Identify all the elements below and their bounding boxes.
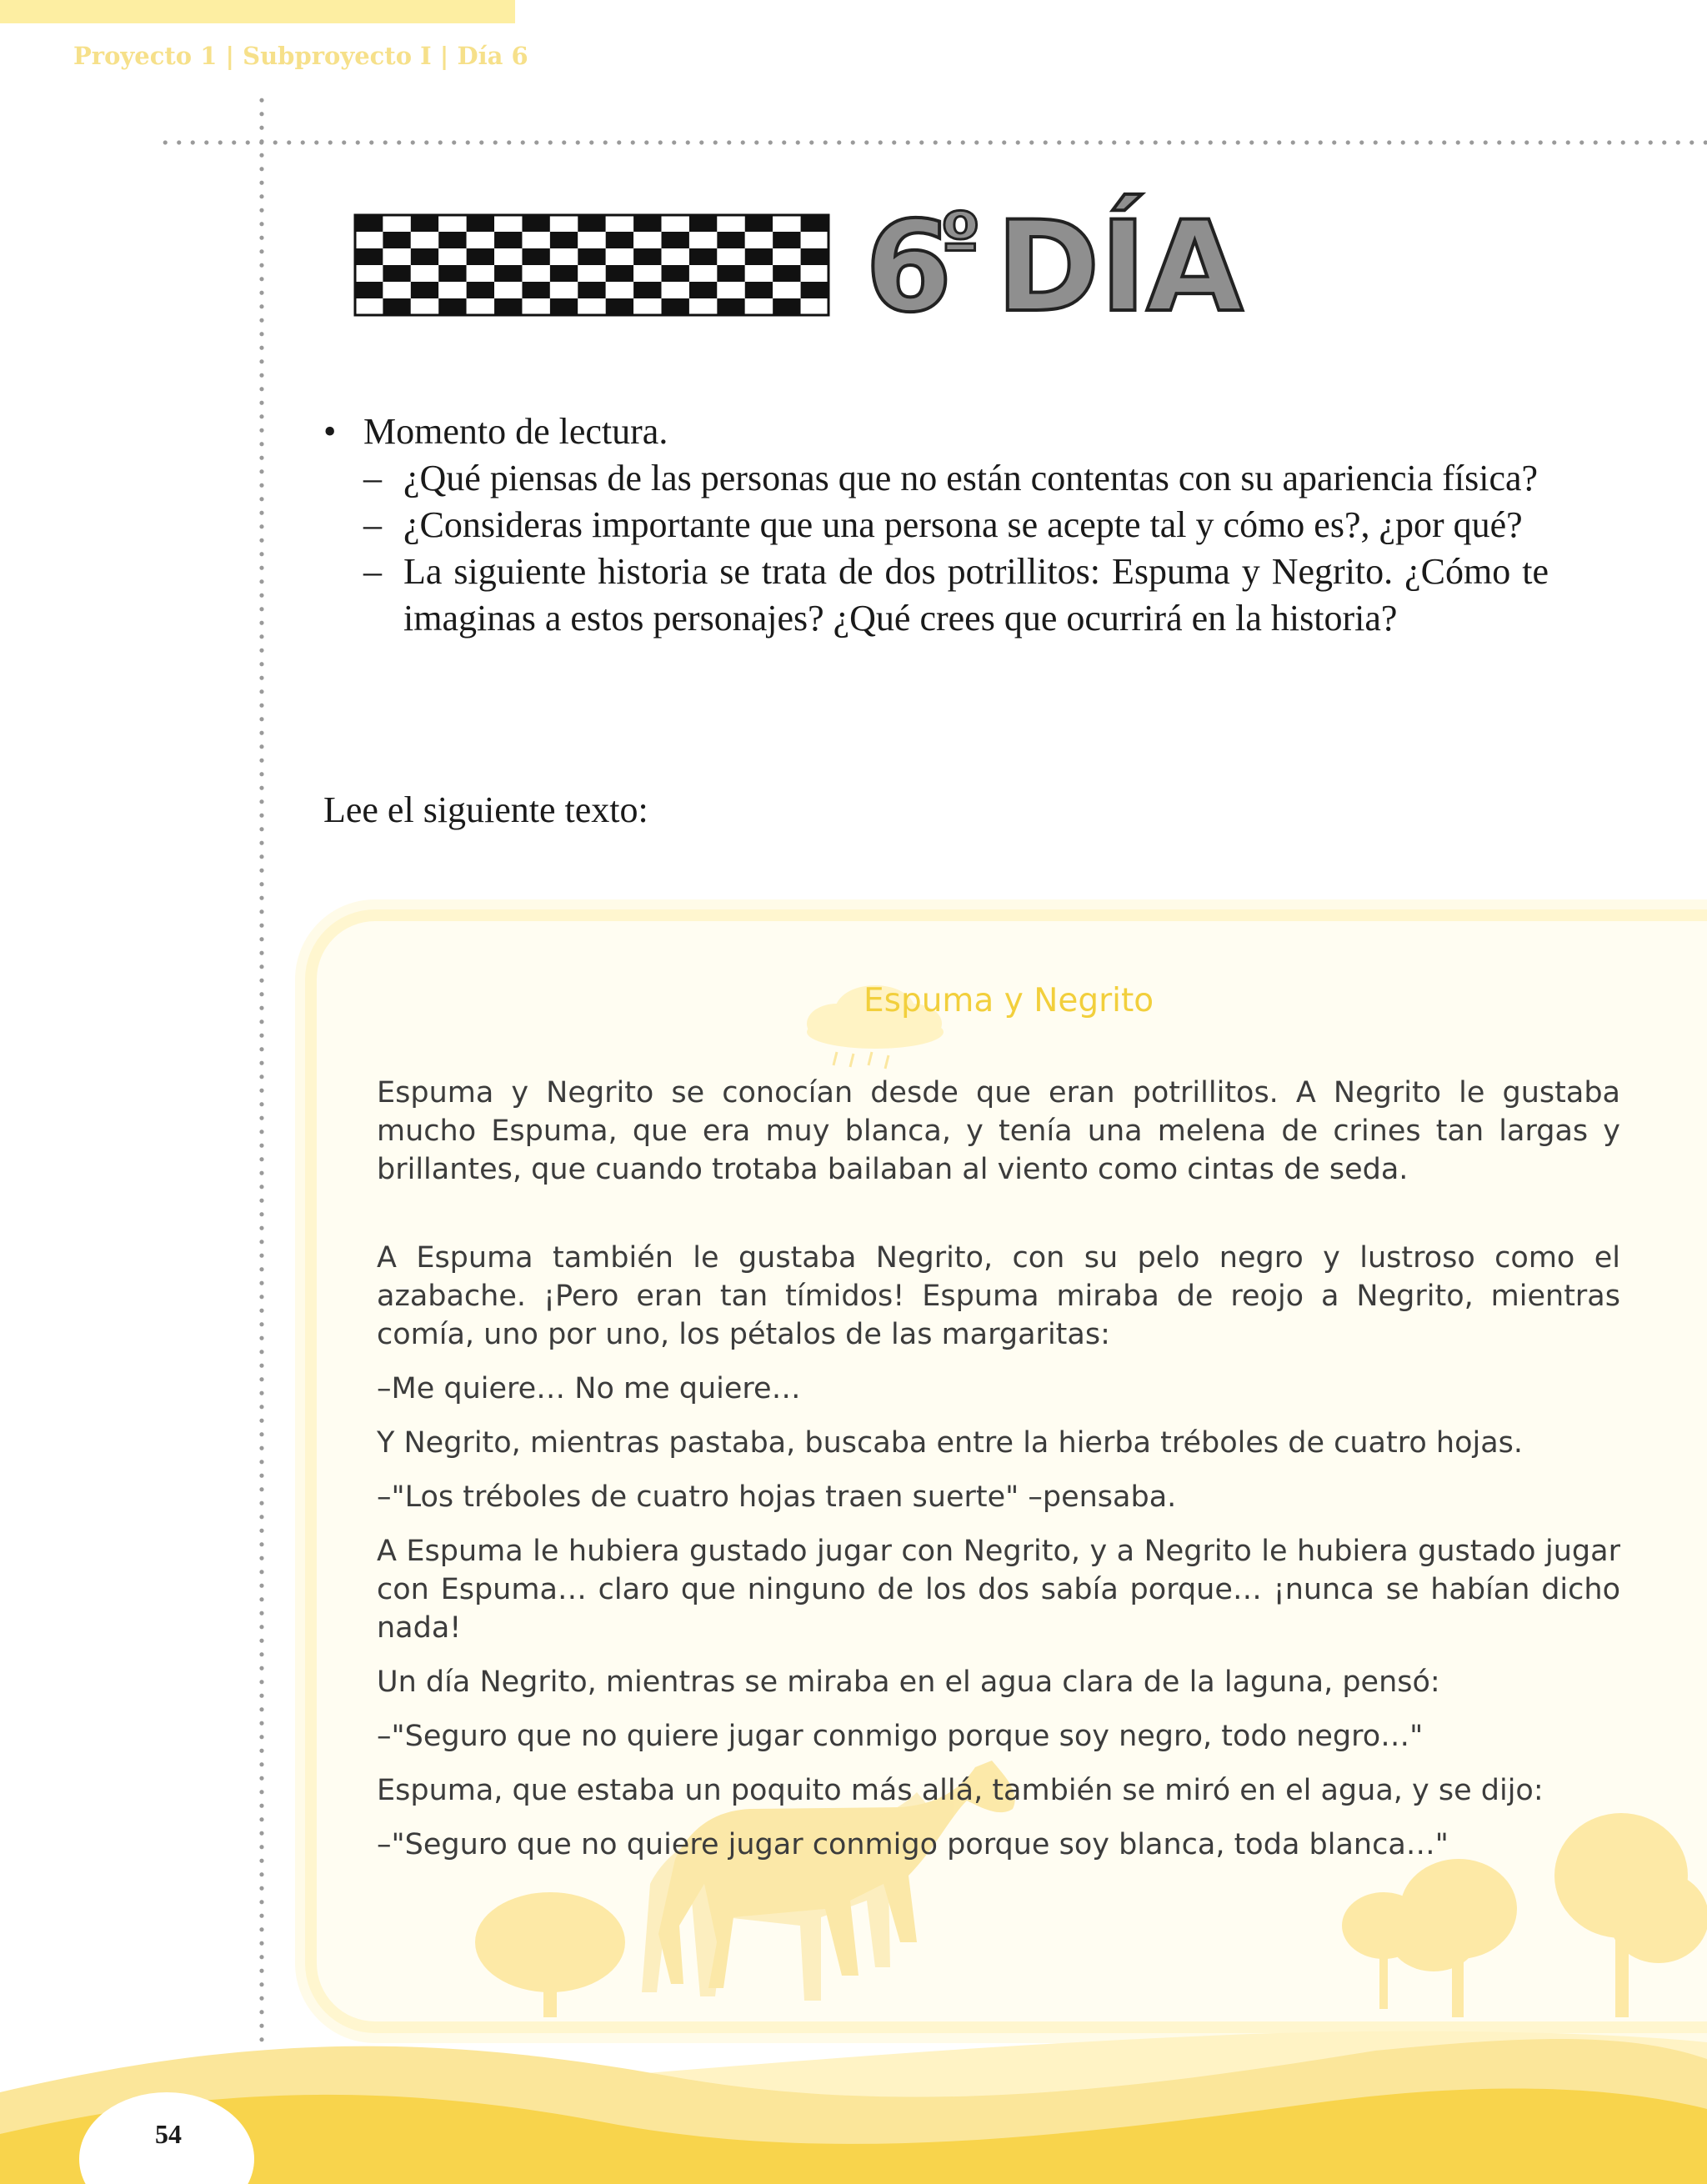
story-title: Espuma y Negrito <box>864 982 1154 1019</box>
day-banner-ordinal-mark: º <box>940 198 981 281</box>
page-number: 54 <box>155 2119 182 2149</box>
rain-drops-icon <box>833 1052 889 1069</box>
dash-mark: – <box>363 504 382 545</box>
question-text: La siguiente historia se trata de dos potrillitos: Espuma y Negrito. ¿Cómo te imaginas a estos personajes? ¿Qué crees que ocurrirá en la historia? <box>403 551 1549 639</box>
question-text: ¿Consideras importante que una persona se acepte tal y cómo es?, ¿por qué? <box>403 504 1523 545</box>
story-paragraph: –"Los tréboles de cuatro hojas traen suerte" –pensaba. <box>377 1480 1177 1514</box>
story-paragraph: –"Seguro que no quiere jugar conmigo porque soy blanca, toda blanca…" <box>377 1828 1449 1861</box>
dash-mark: – <box>363 458 382 498</box>
bullet-mark: • <box>323 411 337 452</box>
activity-lead-text: Momento de lectura. <box>363 411 668 452</box>
story-paragraph: Espuma, que estaba un poquito más allá, también se miró en el agua, y se dijo: <box>377 1774 1544 1807</box>
question-text: ¿Qué piensas de las personas que no están contentas con su apariencia física? <box>403 458 1539 498</box>
story-text <box>377 1074 1620 1880</box>
story-paragraph: Un día Negrito, mientras se miraba en el agua clara de la laguna, pensó: <box>377 1666 1440 1699</box>
running-head: Proyecto 1 | Subproyecto I | Día 6 <box>73 42 528 70</box>
story-paragraph: A Espuma le hubiera gustado jugar con Negrito, y a Negrito le hubiera gustado jugar con Espuma… claro que ninguno de los dos sabía porque… ¡nunca se habían dicho nada! <box>377 1535 1620 1645</box>
story-paragraph: A Espuma también le gustaba Negrito, con su pelo negro y lustroso como el azabache. ¡Pero eran tan tímidos! Espuma miraba de reojo a Negrito, mientras comía, uno por uno, los pétalos de las margaritas: <box>377 1241 1620 1351</box>
dash-mark: – <box>363 551 382 592</box>
story-paragraph: Espuma y Negrito se conocían desde que eran potrillitos. A Negrito le gustaba mucho Espuma, que era muy blanca, y tenía una melena de crines tan largas y brillantes, que cuando trotaba bailaban al viento como cintas de seda. <box>377 1076 1620 1186</box>
story-paragraph: –Me quiere… No me quiere… <box>377 1372 801 1405</box>
story-paragraph: Y Negrito, mientras pastaba, buscaba entre la hierba tréboles de cuatro hojas. <box>377 1426 1524 1460</box>
day-banner-word: DÍA <box>996 195 1244 340</box>
story-paragraph: –"Seguro que no quiere jugar conmigo porque soy negro, todo negro…" <box>377 1720 1424 1753</box>
read-prompt: Lee el siguiente texto: <box>323 789 648 830</box>
tree-icon <box>475 1892 625 2017</box>
day-banner-ordinal: 6 <box>865 195 953 340</box>
